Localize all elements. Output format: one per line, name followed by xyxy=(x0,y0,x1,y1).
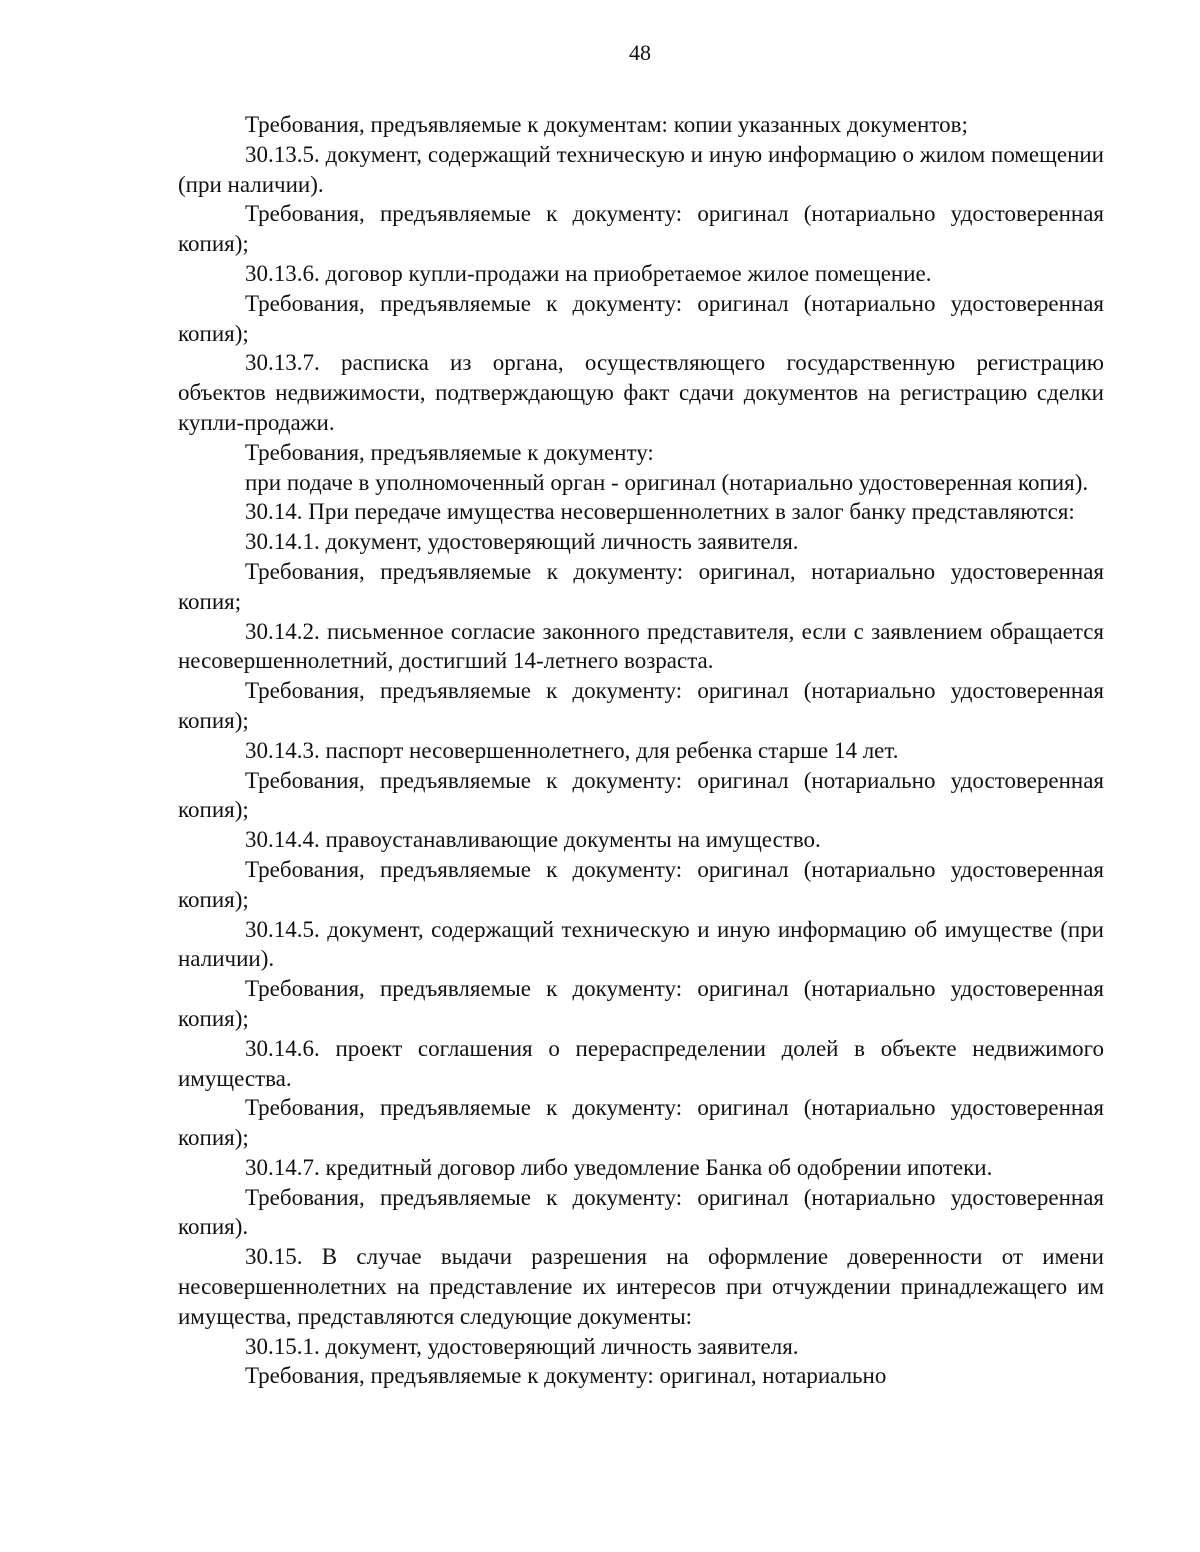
paragraph: 30.13.6. договор купли-продажи на приобретаемое жилое помещение. xyxy=(245,260,932,286)
paragraph: при подаче в уполномоченный орган - оригинал (нотариально удостоверенная копия). xyxy=(245,469,1089,495)
page-number: 48 xyxy=(629,40,651,65)
paragraph: 30.13.7. расписка из органа, осуществляющего государственную регистрацию объектов недвижимости, подтверждающую факт сдачи документов на регистрацию сделки купли-продажи. xyxy=(178,350,1104,435)
paragraph: 30.14.2. письменное согласие законного представителя, если с заявлением обращается несовершеннолетний, достигший 14-летнего возраста. xyxy=(178,618,1104,674)
paragraph: Требования, предъявляемые к документу: xyxy=(245,439,654,465)
document-body xyxy=(178,110,1104,1391)
paragraph: Требования, предъявляемые к документу: оригинал (нотариально удостоверенная копия). xyxy=(178,1184,1104,1240)
paragraph: Требования, предъявляемые к документу: оригинал (нотариально удостоверенная копия); xyxy=(178,678,1104,733)
paragraph: 30.15.1. документ, удостоверяющий личность заявителя. xyxy=(245,1333,799,1359)
paragraph: 30.14.5. документ, содержащий техническую и иную информацию об имуществе (при наличии). xyxy=(178,916,1104,972)
paragraph: Требования, предъявляемые к документу: оригинал, нотариально xyxy=(245,1363,887,1389)
paragraph: 30.14.6. проект соглашения о перераспределении долей в объекте недвижимого имущества. xyxy=(178,1035,1104,1091)
paragraph: Требования, предъявляемые к документам: копии указанных документов; xyxy=(245,112,968,137)
paragraph: Требования, предъявляемые к документу: оригинал, нотариально удостоверенная копия; xyxy=(178,558,1104,614)
paragraph: Требования, предъявляемые к документу: оригинал (нотариально удостоверенная копия); xyxy=(178,201,1104,257)
paragraph: Требования, предъявляемые к документу: оригинал (нотариально удостоверенная копия); xyxy=(178,1095,1104,1151)
paragraph: 30.14. При передаче имущества несовершеннолетних в залог банку представляются: xyxy=(245,499,1075,525)
paragraph: Требования, предъявляемые к документу: оригинал (нотариально удостоверенная копия); xyxy=(178,856,1104,912)
paragraph: Требования, предъявляемые к документу: оригинал (нотариально удостоверенная копия); xyxy=(178,767,1104,823)
paragraph: 30.14.3. паспорт несовершеннолетнего, для ребенка старше 14 лет. xyxy=(245,737,899,763)
paragraph: 30.14.7. кредитный договор либо уведомление Банка об одобрении ипотеки. xyxy=(245,1154,993,1180)
paragraph: Требования, предъявляемые к документу: оригинал (нотариально удостоверенная копия); xyxy=(178,976,1104,1031)
paragraph: 30.14.1. документ, удостоверяющий личность заявителя. xyxy=(245,529,799,555)
paragraph: 30.14.4. правоустанавливающие документы на имущество. xyxy=(245,827,821,853)
paragraph: 30.13.5. документ, содержащий техническую и иную информацию о жилом помещении (при наличии). xyxy=(178,141,1104,197)
paragraph: Требования, предъявляемые к документу: оригинал (нотариально удостоверенная копия); xyxy=(178,290,1104,346)
paragraph: 30.15. В случае выдачи разрешения на оформление доверенности от имени несовершеннолетних на представление их интересов при отчуждении принадлежащего им имущества, представляются следующие документы: xyxy=(178,1244,1104,1329)
